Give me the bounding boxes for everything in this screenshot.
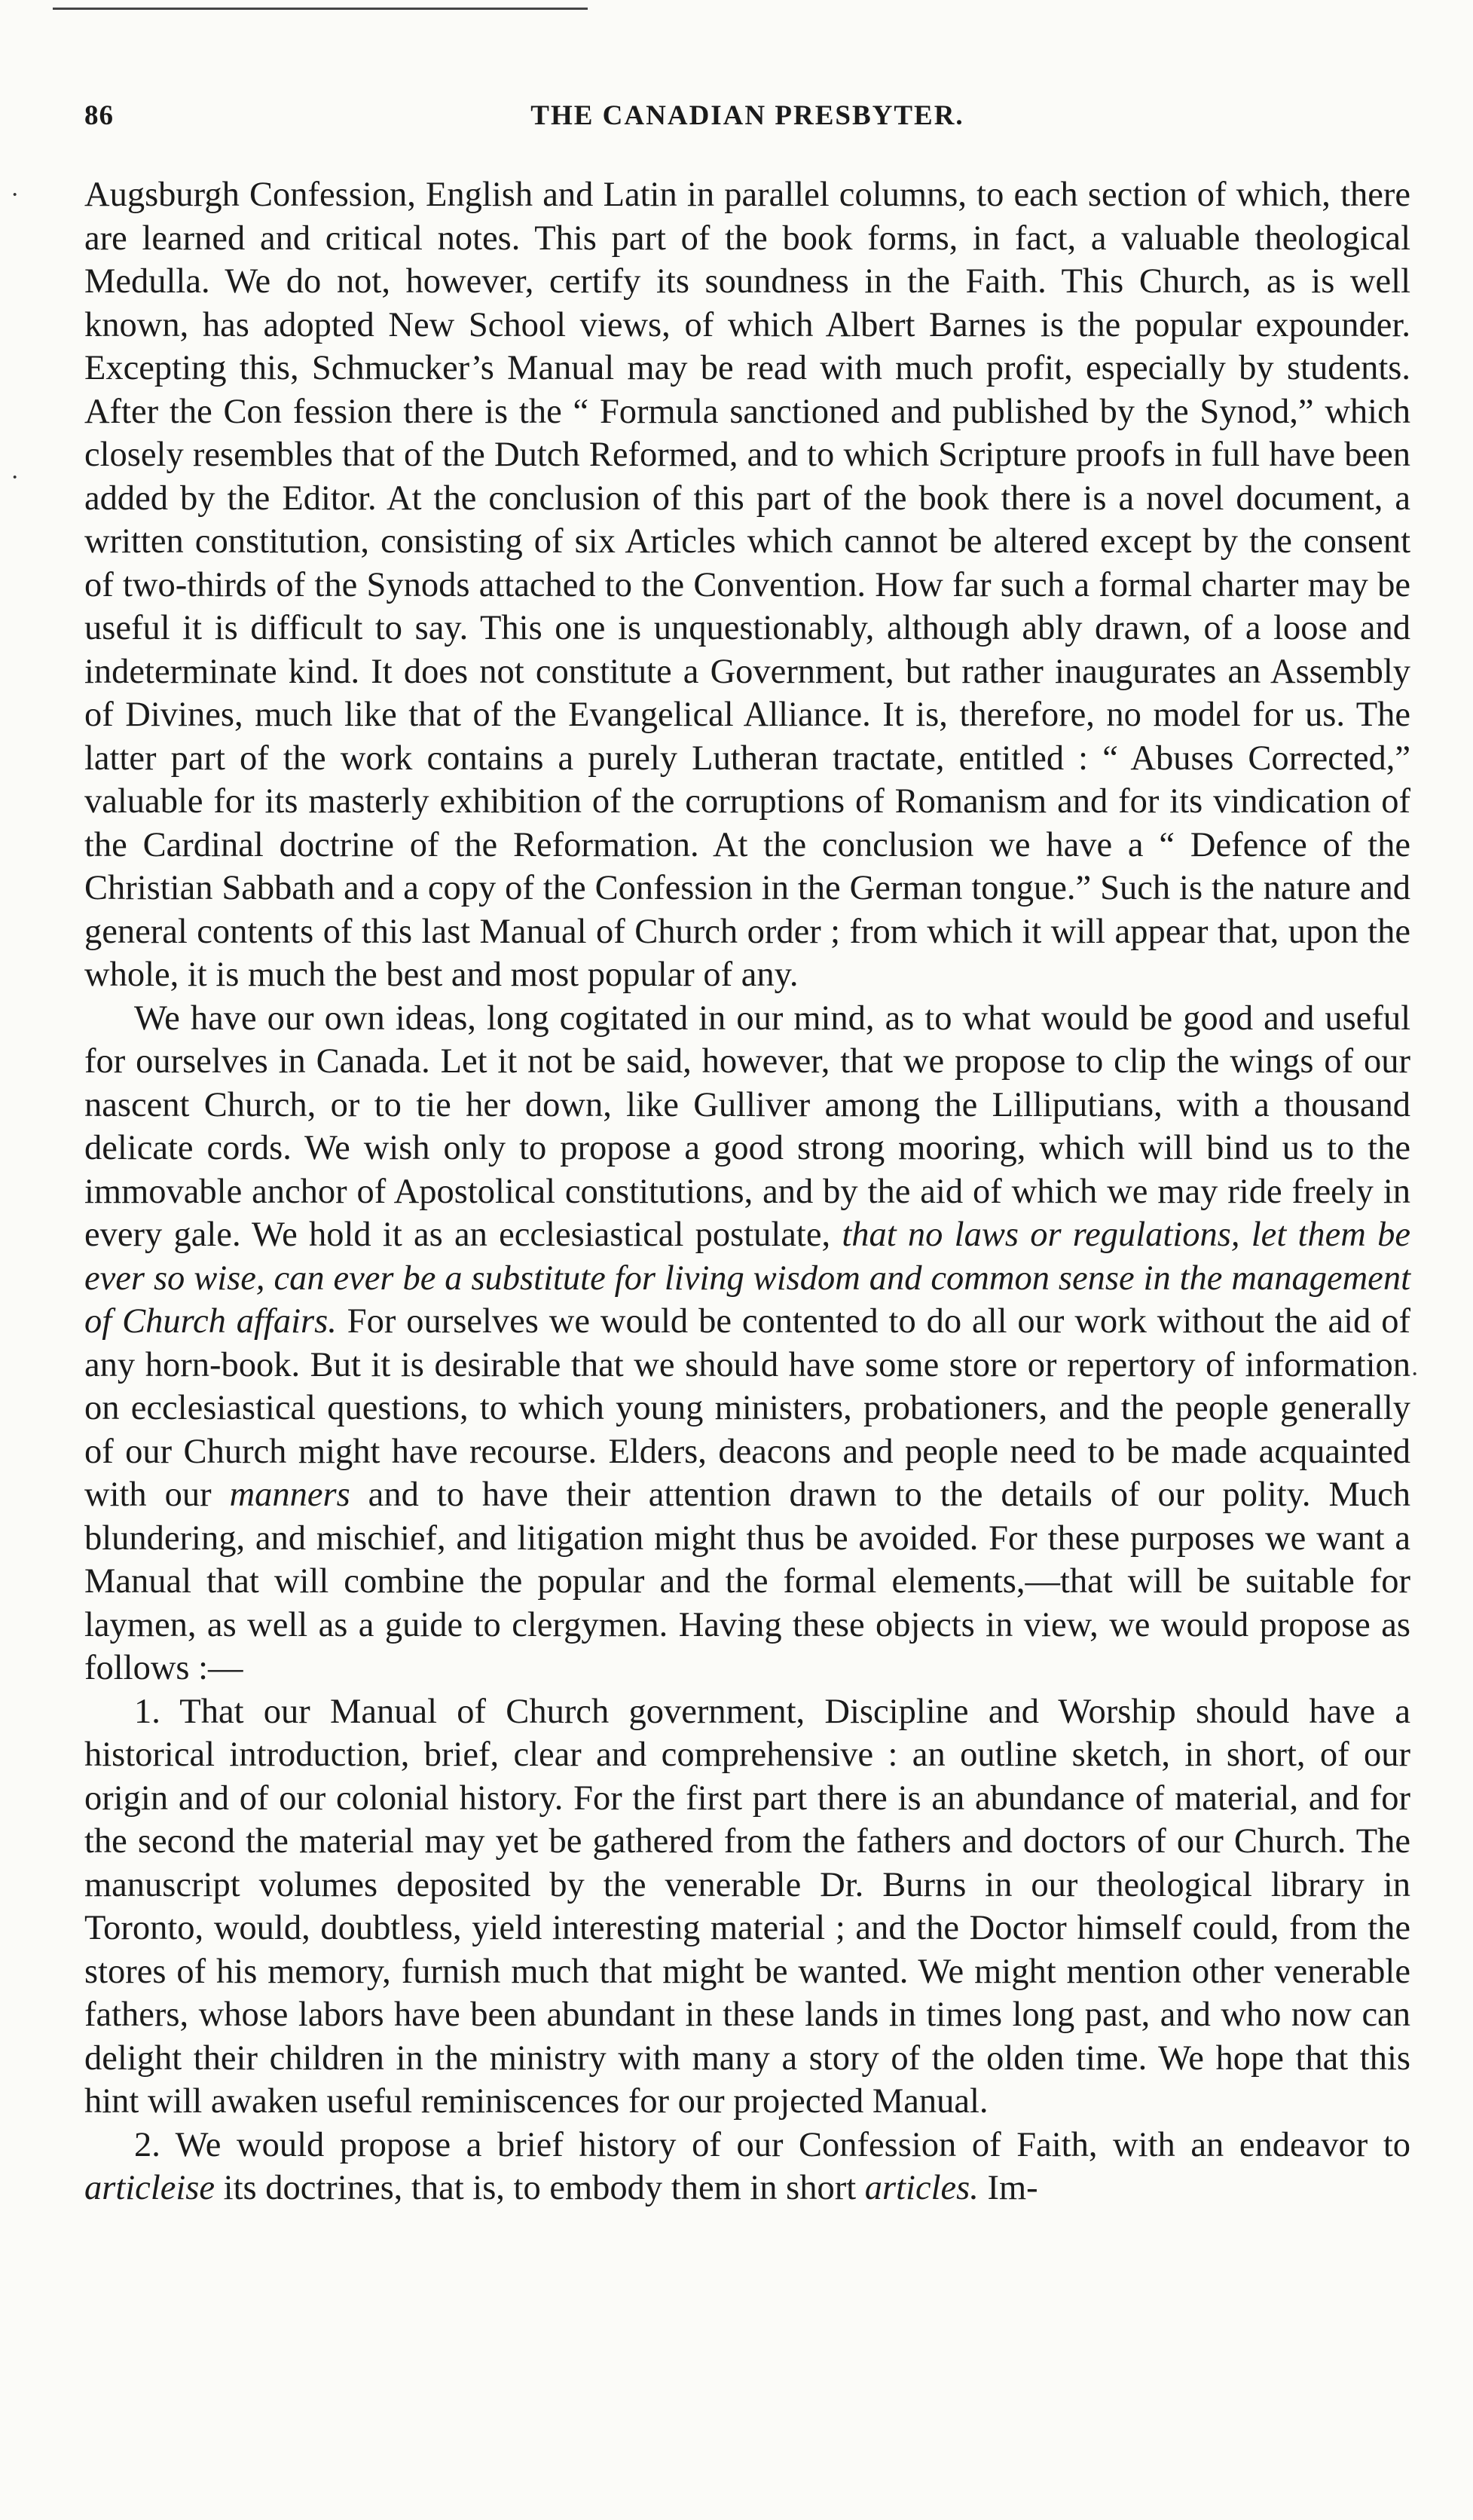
running-title: THE CANADIAN PRESBYTER. xyxy=(530,100,964,131)
article-body xyxy=(84,173,1410,2210)
text-run: For ourselves we would be contented to do all our work without the aid of any horn-book. But it is desirable that we should have some store or repertory of information on ecclesiastical questions, to which young ministers, probationers, and the people generally of our Church might have recourse. Elders, deacons and people need to be made acquainted with our xyxy=(84,1302,1410,1514)
margin-dot: · xyxy=(11,181,20,209)
paragraph xyxy=(84,997,1410,1690)
text-run: and to have their attention drawn to the details of our polity. Much blundering, and mischief, and litigation might thus be avoided. For these purposes we want a Manual that will combine the popular and the formal elements,—that will be suitable for laymen, as well as a guide to clergymen. Having these objects in view, we would propose as follows :— xyxy=(84,1476,1410,1687)
text-run: 1. That our Manual of Church government, Discipline and Worship should have a historical introduction, brief, clear and comprehensive : an outline sketch, in short, of our origin and of our colonial history. For the first part there is an abundance of material, and for the second the material may yet be gathered from the fathers and doctors of our Church. The manuscript volumes deposited by the venerable Dr. Burns in our theological library in Toronto, would, doubtless, yield interesting material ; and the Doctor himself could, from the stores of his memory, furnish much that might be wanted. We might mention other venerable fathers, whose labors have been abundant in these lands in times long past, and who now can delight their children in the ministry with many a story of the olden time. We hope that this hint will awaken useful reminiscences for our projected Manual. xyxy=(84,1692,1410,2121)
italic-run: articleise xyxy=(84,2169,215,2207)
page-header xyxy=(84,99,1410,145)
text-run: We have our own ideas, long cogitated in our mind, as to what would be good and useful for ourselves in Canada. Let it not be said, however, that we propose to clip the wings of our nascent Church, or to tie her down, like Gulliver among the Lilliputians, with a thousand delicate cords. We wish only to propose a good strong mooring, which will bind us to the immovable anchor of Apostolical constitutions, and by the aid of which we may ride freely in every gale. We hold it as an ecclesiastical postulate, xyxy=(84,999,1410,1254)
paragraph xyxy=(84,2124,1410,2210)
italic-run: articles. xyxy=(864,2169,979,2207)
paragraph xyxy=(84,1690,1410,2124)
text-run: 2. We would propose a brief history of our Confession of Faith, with an endeavor to xyxy=(134,2125,1410,2164)
paragraph xyxy=(84,173,1410,997)
text-run: Im- xyxy=(978,2169,1038,2207)
italic-run: manners xyxy=(229,1476,350,1514)
margin-dot: · xyxy=(1410,1360,1420,1388)
page-number: 86 xyxy=(84,100,114,131)
top-rule xyxy=(53,8,588,10)
margin-dot: · xyxy=(11,463,20,491)
italic-run: that no laws or regulations, let them be ever so wise, can ever be a substitute for living wisdom and common sense in the management of Church affairs. xyxy=(84,1216,1410,1341)
text-run: Augsburgh Confession, English and Latin in parallel columns, to each section of which, there are learned and critical notes. This part of the book forms, in fact, a valuable theological Medulla. We do not, however, certify its soundness in the Faith. This Church, as is well known, has adopted New School views, of which Albert Barnes is the popular expounder. Excepting this, Schmucker’s Manual may be read with much profit, especially by students. After the Con fession there is the “ Formula sanctioned and published by the Synod,” which closely resembles that of the Dutch Reformed, and to which Scripture proofs in full have been added by the Editor. At the conclusion of this part of the book there is a novel document, a written constitution, consisting of six Articles which cannot be altered except by the consent of two-thirds of the Synods attached to the Convention. How far such a formal charter may be useful it is difficult to say. This one is unquestionably, although ably drawn, of a loose and indeterminate kind. It does not constitute a Government, but rather inaugurates an Assembly of Divines, much like that of the Evangelical Alliance. It is, therefore, no model for us. The latter part of the work contains a purely Lutheran tractate, entitled : “ Abuses Corrected,” valuable for its masterly exhibition of the corruptions of Romanism and for its vindication of the Cardinal doctrine of the Reformation. At the conclusion we have a “ Defence of the Christian Sabbath and a copy of the Confession in the German tongue.” Such is the nature and general contents of this last Manual of Church order ; from which it will appear that, upon the whole, it is much the best and most popular of any. xyxy=(84,176,1410,994)
text-run: its doctrines, that is, to embody them in short xyxy=(215,2169,865,2207)
